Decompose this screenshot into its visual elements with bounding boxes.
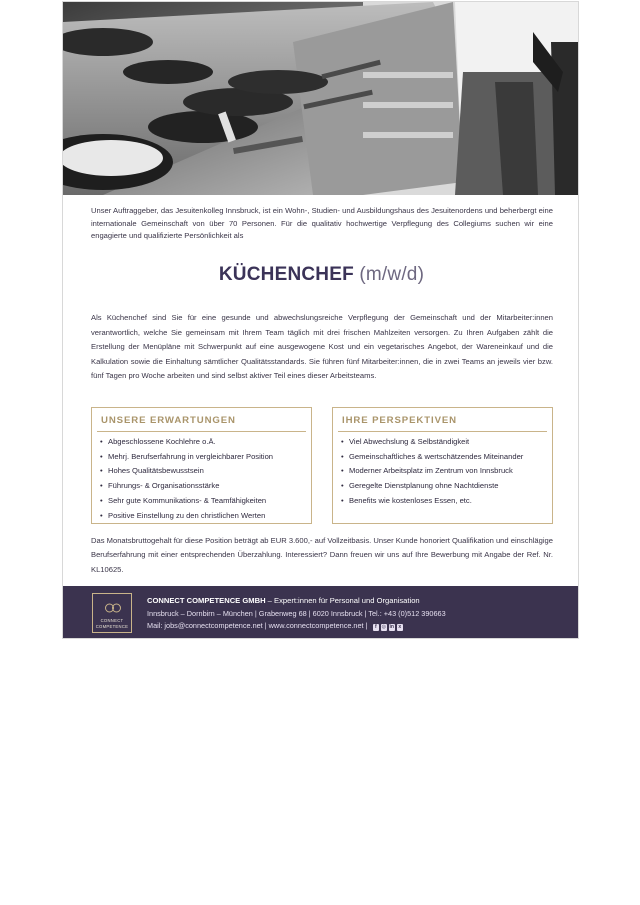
list-item: • Abgeschlossene Kochlehre o.Ä. [100, 437, 216, 446]
expectations-divider [97, 431, 306, 432]
list-item: • Gemeinschaftliches & wertschätzendes Miteinander [341, 451, 524, 461]
footer-band [63, 586, 579, 639]
contact-info[interactable]: Mail: jobs@connectcompetence.net | www.connectcompetence.net | [147, 621, 370, 630]
list-item: • Hohes Qualitätsbewusstsein [100, 466, 204, 476]
job-ad-page [62, 1, 579, 639]
list-item: • Geregelte Dienstplanung ohne Nachtdienste [341, 481, 499, 491]
logo-rings-icon [103, 603, 123, 613]
expectations-box [91, 407, 312, 524]
facebook-icon[interactable]: f [373, 624, 380, 631]
list-item: • Sehr gute Kommunikations- & Teamfähigkeiten [100, 495, 267, 505]
list-item: • Moderner Arbeitsplatz im Zentrum von Innsbruck [341, 466, 513, 476]
logo-text-connect: CONNECT [100, 618, 124, 623]
salary-text: Das Monatsbruttogehalt für diese Position beträgt ab EUR 3.600,- auf Vollzeitbasis. Unser Kunde honoriert Qualifikation und einschlägige Berufserfahrung mit einer entsprechenden Überzahlung. Interessiert? Dann freuen wir uns auf Ihre Bewerbung mit Angabe der Ref. Nr. KL10625. [91, 536, 553, 574]
list-item: • Mehrj. Berufserfahrung in vergleichbarer Position [100, 451, 274, 461]
perspectives-box [332, 407, 553, 524]
social-icons [373, 621, 405, 631]
list-item: • Benefits wie kostenloses Essen, etc. [341, 495, 472, 505]
company-tagline: – Expert:innen für Personal und Organisation [265, 596, 420, 605]
footer-contact [147, 621, 405, 631]
footer-address: Innsbruck – Dornbirn – München | Grabenweg 68 | 6020 Innsbruck | Tel.: +43 (0)512 390663 [147, 609, 446, 618]
job-title-gender: (m/w/d) [359, 264, 425, 285]
perspectives-divider [338, 431, 547, 432]
job-title [63, 264, 579, 286]
list-item: • Viel Abwechslung & Selbständigkeit [341, 437, 470, 446]
expectations-list [100, 435, 305, 523]
xing-icon[interactable]: x [398, 624, 402, 631]
list-item: • Führungs- & Organisationsstärke [100, 481, 220, 491]
perspectives-list [341, 435, 546, 509]
intro-text: Unser Auftraggeber, das Jesuitenkolleg Innsbruck, ist ein Wohn-, Studien- und Ausbildungshaus des Jesuitenordens und beherbergt eine internationale Gemeinschaft von über 70 Personen. Für die qualitativ hochwertige Verpflegung des Collegiums suchen wir eine engagierte und qualifizierte Persönlichkeit als [91, 206, 553, 240]
logo-text-competence: COMPETENCE [95, 624, 129, 629]
kitchen-photo [63, 2, 579, 195]
list-item: • Positive Einstellung zu den christlichen Werten [100, 510, 266, 520]
instagram-icon[interactable]: ◎ [381, 624, 386, 631]
expectations-title: UNSERE ERWARTUNGEN [101, 415, 236, 426]
job-description: Als Küchenchef sind Sie für eine gesunde und abwechslungsreiche Verpflegung der Gemeinschaft und der Mitarbeiter:innen verantwortlich, welche Sie gemeinsam mit Ihrem Team täglich mit drei frischen Mahlzeiten versorgen. Zu Ihren Aufgaben zählt die Erstellung der Menüpläne mit Schwerpunkt auf eine ausgewogene Kost und ein vegetarisches Angebot, der Wareneinkauf und die Kalkulation sowie die Einhaltung sämtlicher Qualitätsstandards. Sie führen fünf Mitarbeiter:innen, die in zwei Teams an jeweils vier bzw. fünf Tagen pro Woche arbeiten und sind selbst aktiver Teil eines dieser Arbeitsteams. [91, 313, 553, 381]
job-title-main: KÜCHENCHEF [218, 264, 354, 285]
perspectives-title: IHRE PERSPEKTIVEN [342, 415, 457, 426]
footer-company [147, 596, 420, 605]
linkedin-icon[interactable]: in [389, 624, 394, 631]
company-name: CONNECT COMPETENCE GMBH [147, 596, 266, 605]
company-logo [92, 593, 132, 633]
